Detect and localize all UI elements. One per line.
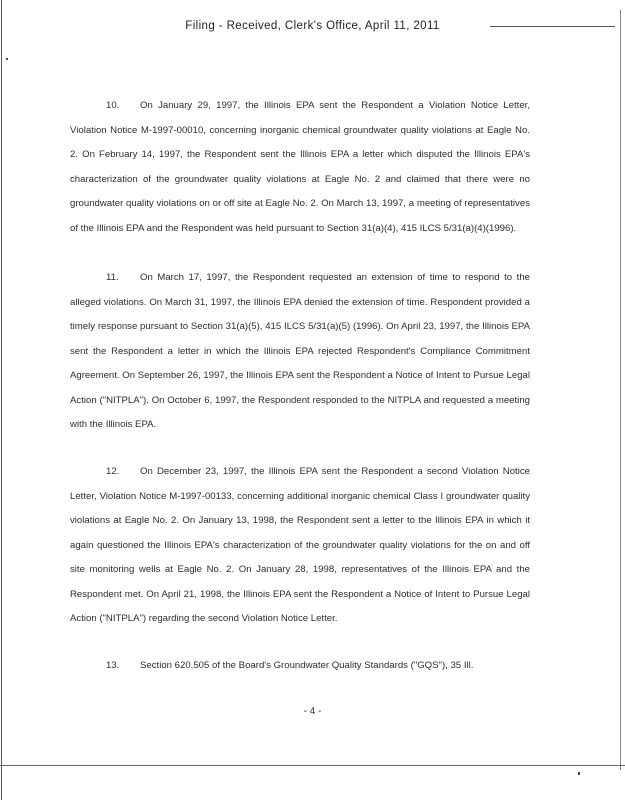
paragraph-number: 12. [106, 466, 120, 477]
paragraph-number: 10. [106, 100, 120, 111]
paragraph-number: 11. [106, 272, 119, 283]
scan-speck [578, 772, 580, 775]
paragraph-number: 13. [106, 660, 120, 671]
paragraph-text: On December 23, 1997, the Illinois EPA sent the Respondent a second Violation Notice Letter, Violation Notice M-1997-00133, concerning additional inorganic chemical Class I groundwater quality violations at Eagle No. 2. On January 13, 1998, the Respondent sent a letter to the Illinois EPA in which it again questioned the Illinois EPA's characterization of the groundwater quality violations for the on and off site monitoring wells at Eagle No. 2. On January 28, 1998, representatives of the Illinois EPA and the Respondent met. On April 21, 1998, the Illinois EPA sent the Respondent a Notice of Intent to Pursue Legal Action ("NITPLA") regarding the second Violation Notice Letter. [70, 466, 530, 624]
paragraph-text: On March 17, 1997, the Respondent requested an extension of time to respond to the alleged violations. On March 31, 1997, the Illinois EPA denied the extension of time. Respondent provided a timely response pursuant to Section 31(a)(5), 415 ILCS 5/31(a)(5) (1996). On April 23, 1997, the Illinois EPA sent the Respondent a letter in which the Illinois EPA rejected Respondent's Compliance Commitment Agreement. On September 26, 1997, the Illinois EPA sent the Respondent a Notice of Intent to Pursue Legal Action ("NITPLA"). On October 6, 1997, the Respondent responded to the NITPLA and requested a meeting with the Illinois EPA. [70, 272, 530, 430]
page-number: - 4 - [303, 706, 322, 717]
paragraph-text: Section 620.505 of the Board's Groundwater Quality Standards ("GQS"), 35 Ill. [140, 660, 474, 671]
scan-left-edge [1, 0, 2, 800]
filing-stamp-header: Filing - Received, Clerk's Office, April 11, 2011 [185, 20, 440, 32]
paragraph-12 [70, 460, 530, 632]
paragraph-text: On January 29, 1997, the Illinois EPA sent the Respondent a Violation Notice Letter, Violation Notice M-1997-00010, concerning inorganic chemical groundwater quality violations at Eagle No. 2. On February 14, 1997, the Respondent sent the Illinois EPA a letter which disputed the Illinois EPA's characterization of the groundwater quality violations at Eagle No. 2 and claimed that there were no groundwater quality violations on or off site at Eagle No. 2. On March 13, 1997, a meeting of representatives of the Illinois EPA and the Respondent was held pursuant to Section 31(a)(4), 415 ILCS 5/31(a)(4)(1996). [70, 100, 530, 234]
paragraph-13 [70, 654, 530, 679]
paragraph-10 [70, 94, 530, 241]
paragraph-11 [70, 266, 530, 438]
footer-rule [0, 765, 625, 766]
scan-speck [6, 58, 8, 60]
scan-right-edge [620, 10, 621, 770]
